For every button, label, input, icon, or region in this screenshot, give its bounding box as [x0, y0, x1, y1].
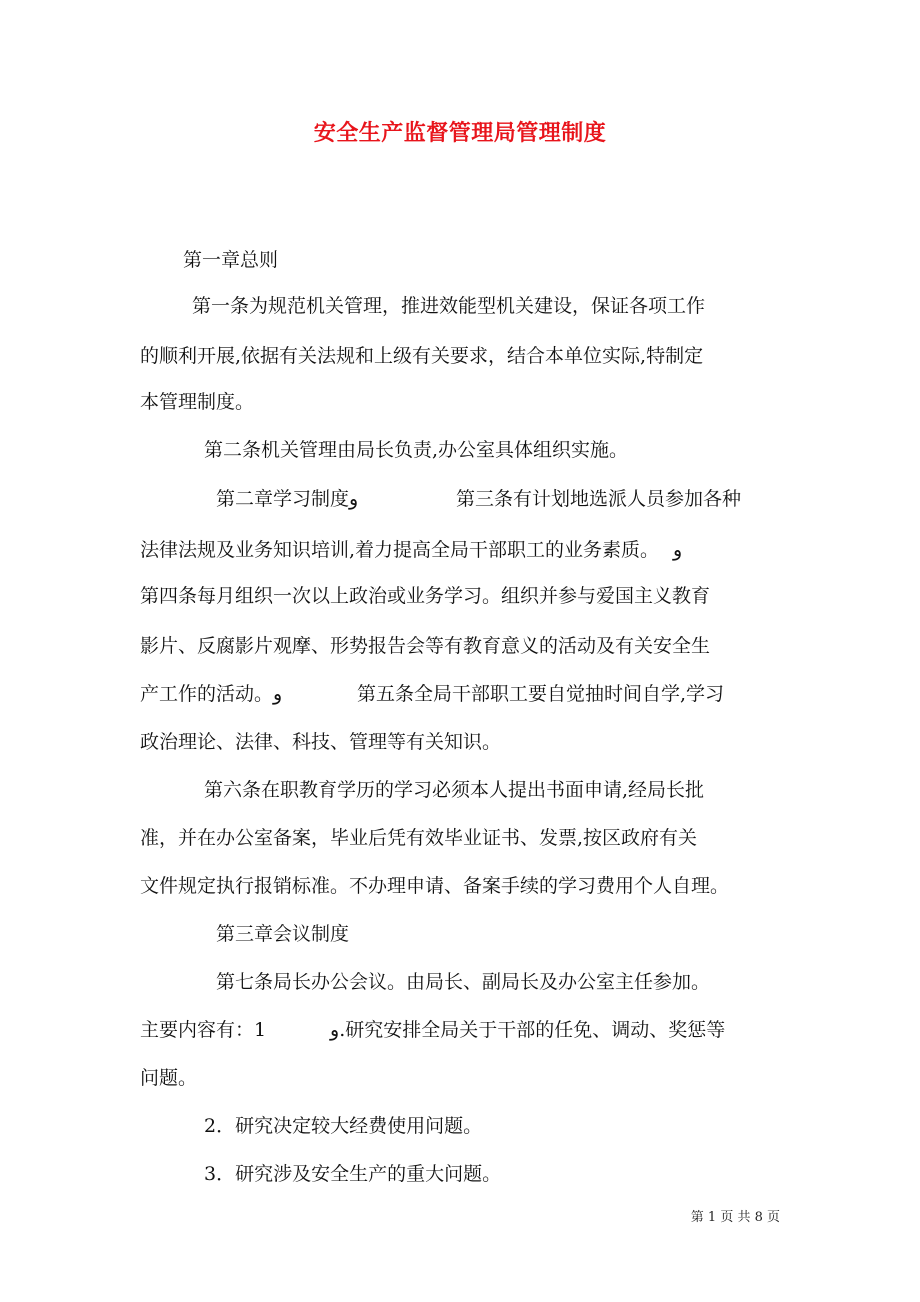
paragraph-line: 第一条为规范机关管理，推进效能型机关建设，保证各项工作: [192, 295, 706, 317]
paragraph-line: 第五条全局干部职工要自觉抽时间自学,学习: [357, 683, 725, 705]
paragraph-line: 的顺利开展,依据有关法规和上级有关要求，结合本单位实际,特制定: [140, 345, 704, 367]
paragraph-line: 第四条每月组织一次以上政治或业务学习。组织并参与爱国主义教育: [140, 585, 711, 607]
chapter-heading-1: 第一章总则: [183, 249, 279, 271]
paragraph-line: 问题。: [140, 1067, 198, 1089]
chapter-heading-3: 第三章会议制度: [216, 923, 350, 945]
list-item: 3．研究涉及安全生产的重大问题。: [204, 1163, 502, 1185]
paragraph-line: 第七条局长办公会议。由局长、副局长及办公室主任参加。: [216, 971, 711, 993]
paragraph-line: 第六条在职教育学历的学习必须本人提出书面申请,经局长批: [204, 779, 705, 801]
paragraph-line: 第二条机关管理由局长负责,办公室具体组织实施。: [204, 439, 629, 461]
paragraph-mark: ﻭ: [330, 1019, 340, 1041]
chapter-heading-2-text: 第二章学习制度: [216, 488, 350, 510]
page-number: 第 1 页 共 8 页: [690, 1210, 780, 1225]
paragraph-line: 准，并在办公室备案，毕业后凭有效毕业证书、发票,按区政府有关: [140, 827, 698, 849]
paragraph-line: 本管理制度。: [140, 391, 255, 413]
list-item: 2．研究决定较大经费使用问题。: [204, 1115, 483, 1137]
paragraph-line: [140, 532, 682, 568]
paragraph-text: 法律法规及业务知识培训,着力提高全局干部职工的业务素质。: [140, 539, 660, 561]
paragraph-mark: ﻭ: [273, 683, 283, 705]
chapter-heading-2: [216, 481, 358, 517]
paragraph-line: 影片、反腐影片观摩、形势报告会等有教育意义的活动及有关安全生: [140, 635, 711, 657]
paragraph-mark: ﻭ: [349, 488, 359, 510]
paragraph-text: .研究安排全局关于干部的任免、调动、奖惩等: [339, 1019, 726, 1041]
document-title: 安全生产监督管理局管理制度: [313, 120, 607, 146]
paragraph-mark: ﻭ: [673, 539, 683, 561]
paragraph-line: 第三条有计划地选派人员参加各种: [456, 488, 742, 510]
paragraph-line: [330, 1012, 725, 1048]
paragraph-line: 政治理论、法律、科技、管理等有关知识。: [140, 731, 502, 753]
paragraph-line: 文件规定执行报销标准。不办理申请、备案手续的学习费用个人自理。: [140, 875, 730, 897]
paragraph-line: 主要内容有：1: [140, 1019, 267, 1041]
paragraph-line: [140, 676, 282, 712]
paragraph-text: 产工作的活动。: [140, 683, 274, 705]
